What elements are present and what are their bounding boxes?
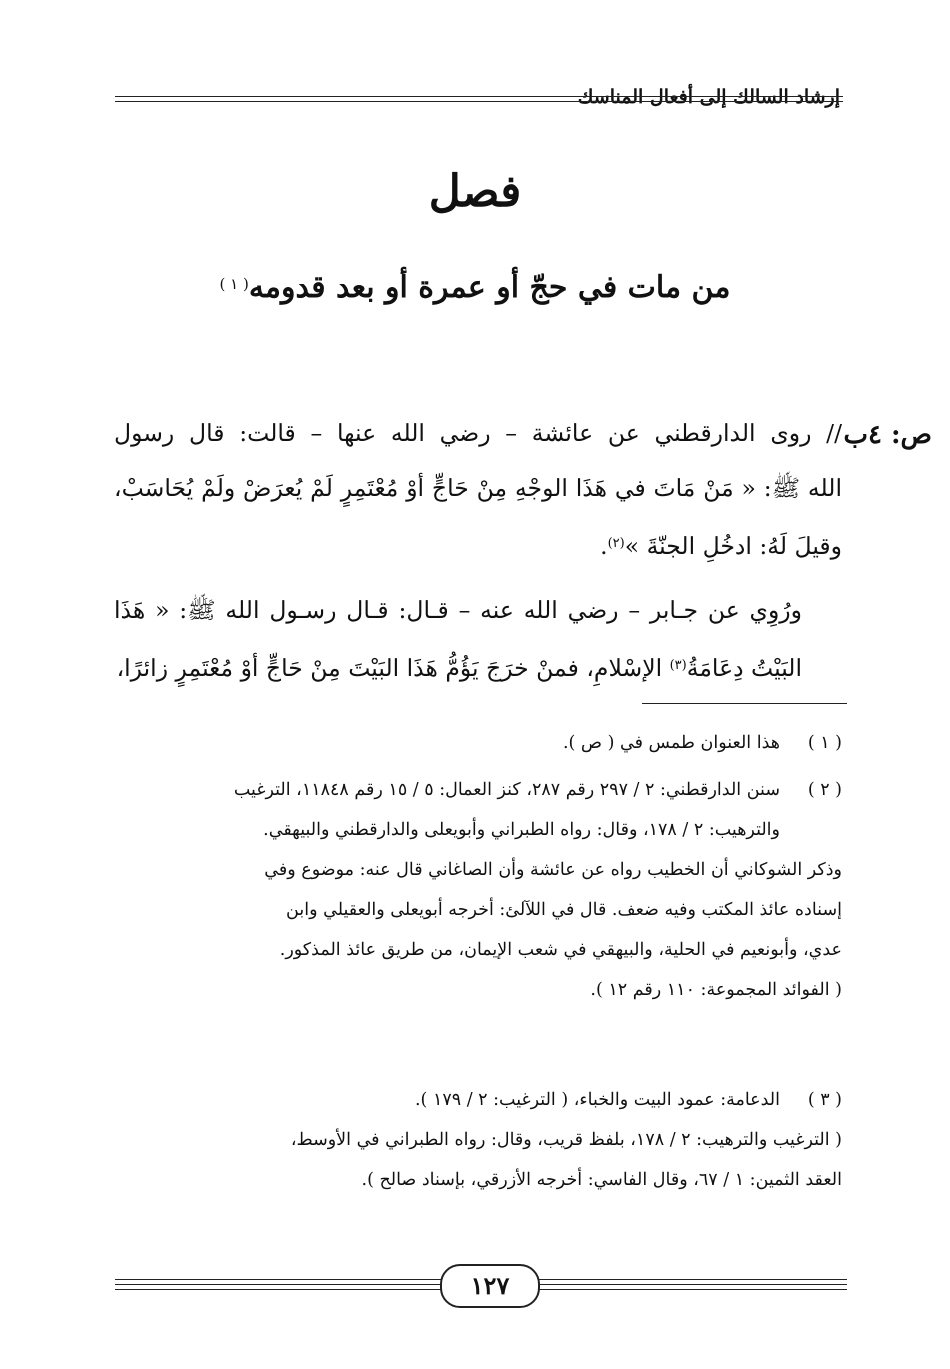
footnote-number: ( ٢ ) bbox=[807, 780, 842, 800]
chapter-title: فصل bbox=[428, 166, 522, 217]
text-fragment: وقيلَ لَهُ: ادخُلِ الجنّةَ » bbox=[624, 532, 842, 560]
footnote bbox=[107, 723, 842, 763]
footnote-line: الدعامة: عمود البيت والخباء، ( الترغيب: ٢ / ١٧٩ ). bbox=[414, 1090, 780, 1110]
running-header: إرشاد السالك إلى أفعال المناسك bbox=[577, 86, 840, 108]
footnote-number: ( ١ ) bbox=[807, 733, 842, 753]
footnote-line: وذكر الشوكاني أن الخطيب رواه عن عائشة وأن الصاغاني قال عنه: موضوع وفي bbox=[264, 860, 842, 880]
footnote-line: ( الفوائد المجموعة: ١١٠ رقم ١٢ ). bbox=[590, 980, 842, 1000]
footnote-line: هذا العنوان طمس في ( ص ). bbox=[562, 733, 780, 753]
text-line: الله ﷺ: « مَنْ مَاتَ في هَذَا الوجْهِ مِنْ حَاجٍّ أوْ مُعْتَمِرٍ لَمْ يُعرَضْ ولَمْ يُحَاسَبْ، bbox=[114, 474, 842, 502]
text-line: ورُوِي عن جـابر – رضي الله عنه – قـال: قـال رسـول الله ﷺ: « هَذَا bbox=[114, 596, 802, 624]
footnote bbox=[107, 770, 842, 1010]
footnote-line: العقد الثمين: ١ / ٦٧، وقال الفاسي: أخرجه الأزرقي، بإسناد صالح ). bbox=[361, 1170, 842, 1190]
footnote-line: سنن الدارقطني: ٢ / ٢٩٧ رقم ٢٨٧، كنز العمال: ٥ / ١٥ رقم ١١٨٤٨، الترغيب bbox=[233, 780, 780, 800]
manuscript-margin-note: ص: ٤ب bbox=[843, 420, 932, 450]
text-fragment: البَيْتُ دِعَامَةُ bbox=[686, 654, 802, 682]
footnote-separator bbox=[642, 703, 847, 704]
section-title bbox=[0, 270, 950, 305]
body-paragraph bbox=[114, 406, 842, 574]
body-paragraph bbox=[114, 583, 842, 696]
footnote-number: ( ٣ ) bbox=[807, 1090, 842, 1110]
footnote-ref: (٣) bbox=[669, 658, 687, 673]
text-fragment: الإسْلامِ، فمنْ خرَجَ يَؤُمُّ هَذَا البَيْتَ مِنْ حَاجٍّ أوْ مُعْتَمِرٍ زائرًا، bbox=[116, 654, 670, 682]
page-number: ١٢٧ bbox=[440, 1264, 540, 1308]
text-line bbox=[114, 516, 842, 574]
header-rule bbox=[115, 101, 843, 102]
header-rule bbox=[115, 96, 843, 97]
text-fragment: . bbox=[600, 532, 608, 560]
section-title-text: من مات في حجّ أو عمرة أو بعد قدومه bbox=[248, 270, 731, 305]
footnote-ref: (٢) bbox=[607, 536, 625, 551]
footnote bbox=[107, 1080, 842, 1200]
footnote-ref: ( ١ ) bbox=[219, 275, 249, 293]
text-line: // روى الدارقطني عن عائشة – رضي الله عنها – قالت: قال رسول bbox=[114, 419, 842, 447]
text-line bbox=[114, 638, 842, 696]
footnote-line: ( الترغيب والترهيب: ٢ / ١٧٨، بلفظ قريب، وقال: رواه الطبراني في الأوسط، bbox=[290, 1130, 842, 1150]
footnote-line: إسناده عائذ المكتب وفيه ضعف. قال في اللآلئ: أخرجه أبويعلى والعقيلي وابن bbox=[286, 900, 842, 920]
footnote-line: والترهيب: ٢ / ١٧٨، وقال: رواه الطبراني وأبويعلى والدارقطني والبيهقي. bbox=[263, 820, 780, 840]
footnote-line: عدي، وأبونعيم في الحلية، والبيهقي في شعب الإيمان، من طريق عائذ المذكور. bbox=[279, 940, 842, 960]
